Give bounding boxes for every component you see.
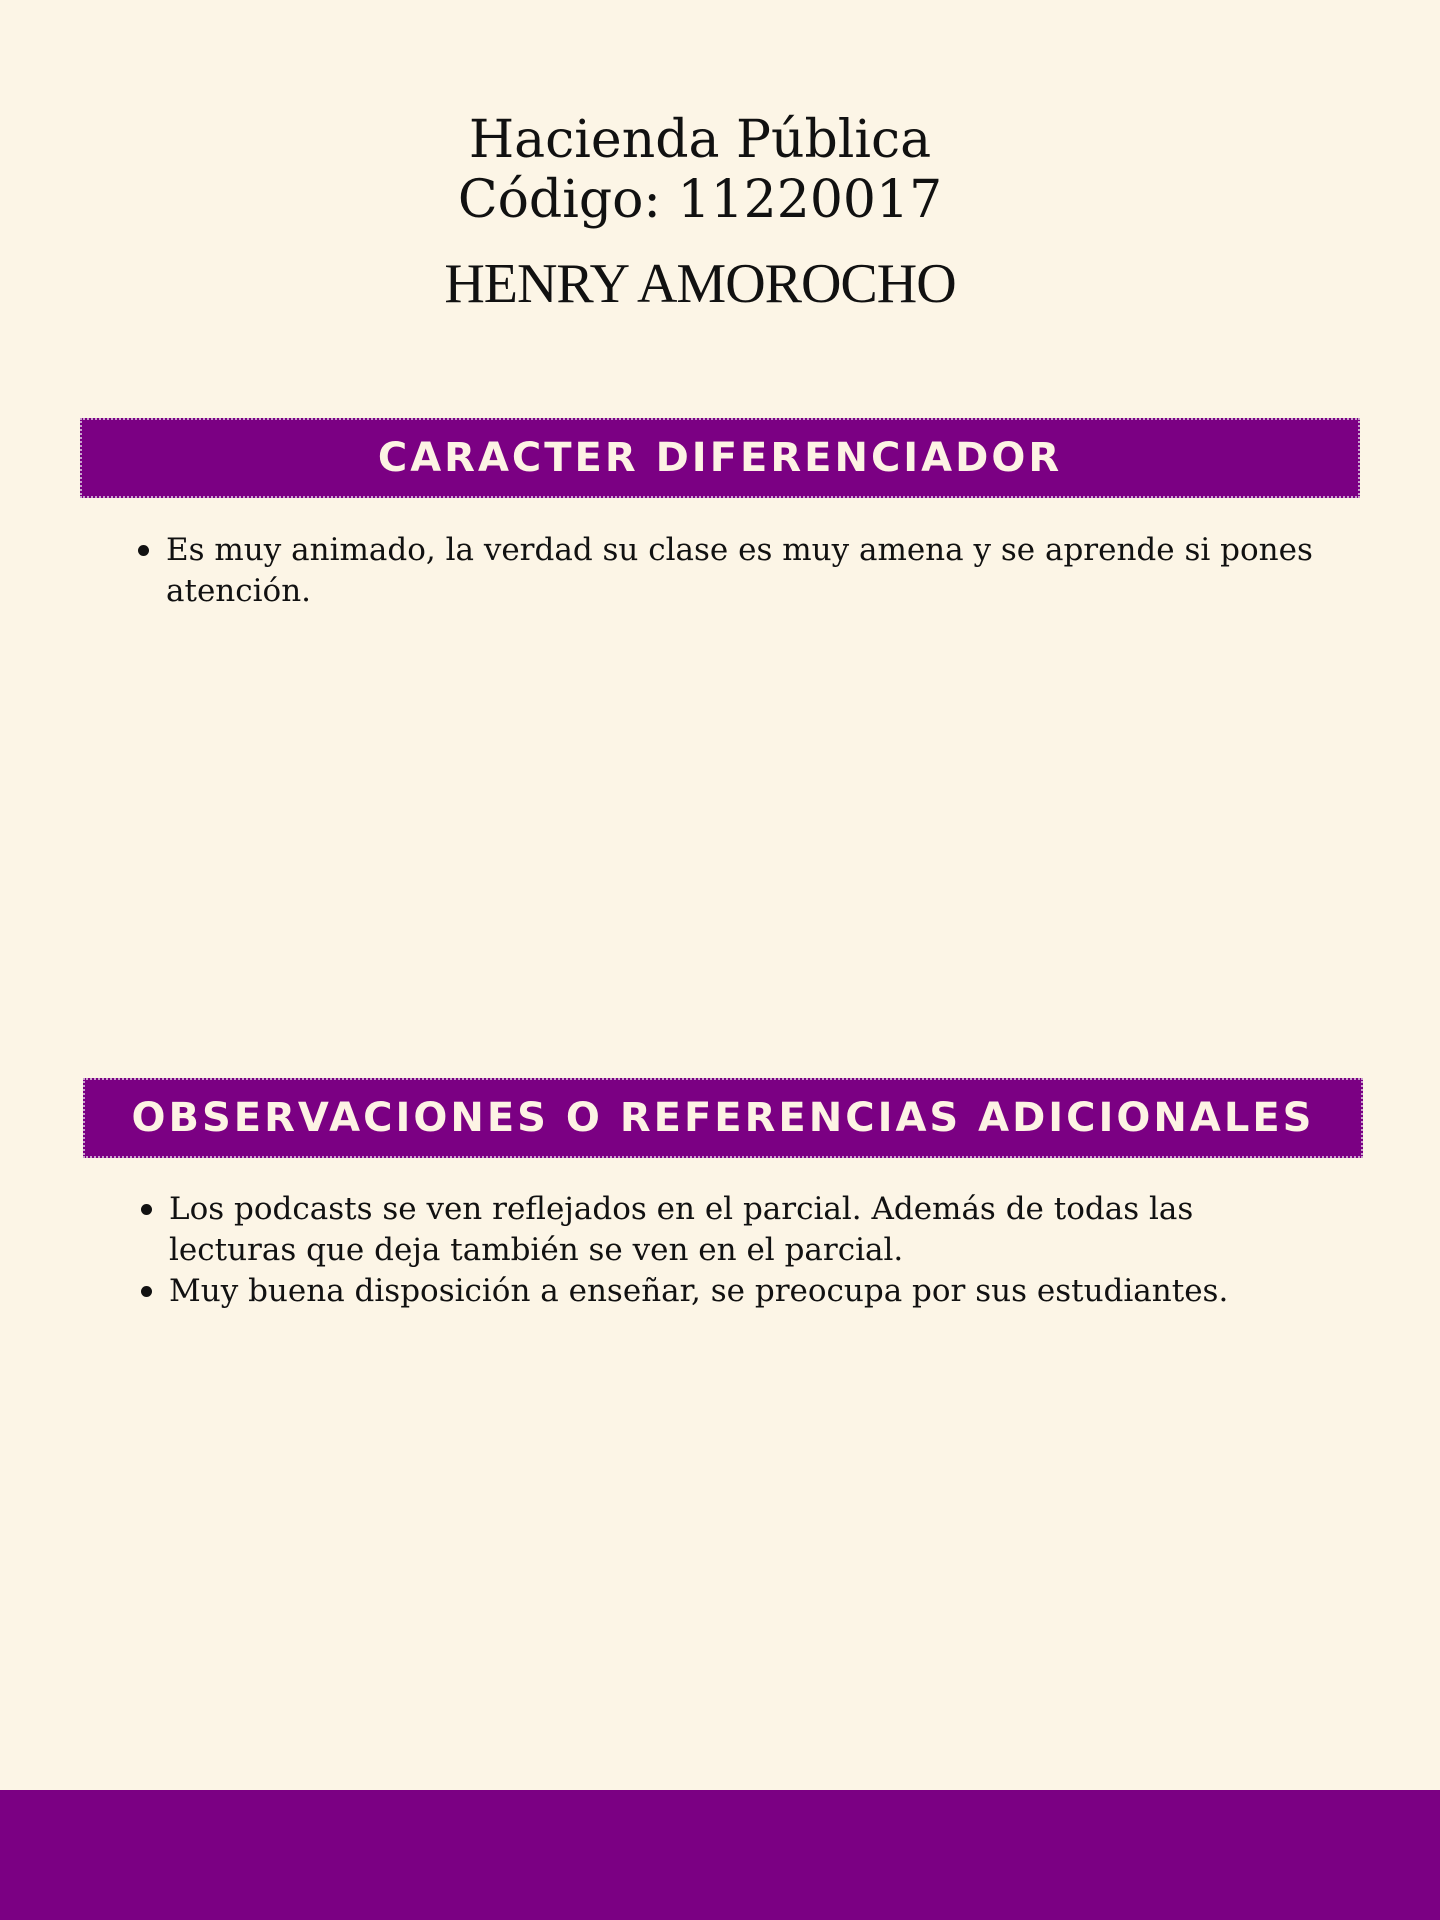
list-item xyxy=(139,1189,1329,1271)
section-list-observaciones xyxy=(139,1189,1329,1312)
list-item-text: Muy buena disposición a enseñar, se preocupa por sus estudiantes. xyxy=(169,1273,1229,1309)
section-title: OBSERVACIONES O REFERENCIAS ADICIONALES xyxy=(131,1095,1315,1141)
bullet-icon xyxy=(141,1204,152,1215)
list-item xyxy=(139,1271,1329,1312)
section-banner-caracter xyxy=(80,418,1360,498)
professor-name: HENRY AMOROCHO xyxy=(444,253,956,315)
list-item xyxy=(136,530,1326,612)
list-item-text: Los podcasts se ven reflejados en el parcial. Además de todas las lecturas que deja también se ven en el parcial. xyxy=(169,1191,1194,1268)
course-code: Código: 11220017 xyxy=(457,170,943,230)
section-title: CARACTER DIFERENCIADOR xyxy=(377,435,1063,481)
bullet-icon xyxy=(138,545,149,556)
section-banner-observaciones xyxy=(83,1078,1363,1158)
bullet-icon xyxy=(141,1286,152,1297)
section-list-caracter xyxy=(136,530,1326,612)
footer-bar xyxy=(0,1790,1440,1920)
header xyxy=(0,110,1400,316)
list-item-text: Es muy animado, la verdad su clase es muy amena y se aprende si pones atención. xyxy=(166,532,1313,609)
course-name: Hacienda Pública xyxy=(468,110,932,170)
